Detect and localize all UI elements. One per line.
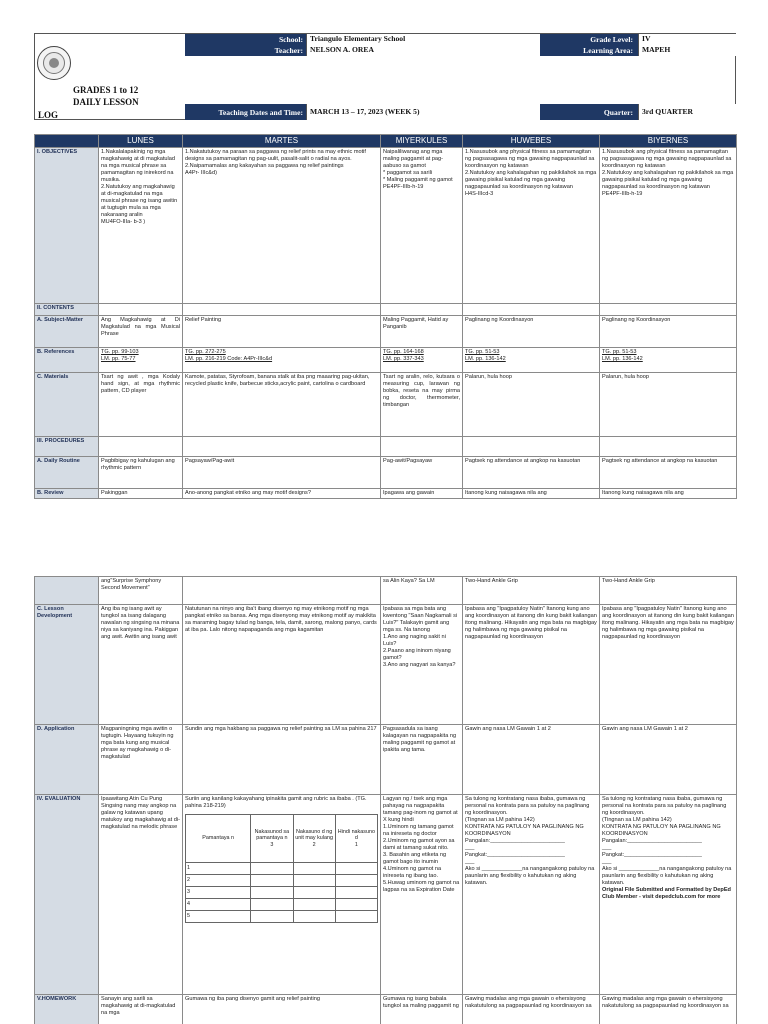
row-label-procedures: III. PROCEDURES — [35, 437, 99, 457]
cell-development-lunes: Ang iba ng isang awit ay tungkol sa isang dalagang nawalan ng singsing na minana niya sa kaniyang ina. Pakiggan ang awit. Awitin ang isang awit — [99, 605, 183, 725]
cell-materials-biyernes: Palarun, hula hoop — [600, 373, 737, 437]
area-value: MAPEH — [638, 45, 736, 56]
document-title: GRADES 1 to 12 DAILY LESSON — [73, 85, 139, 107]
cell-development-martes: Natutunan na ninyo ang iba't ibang disenyo ng may etnikong motif ng mga pangkat etniko sa bansa. Ang mga disenyong may etnikong motif ay makikita sa maraming bagay tulad ng banga, tela, damit, sarong, malong panyo, cards at iba pa. Lalo nitong napapaganda ang mga kagamitan — [183, 605, 381, 725]
daily-routine-row — [35, 457, 737, 489]
cell-references-lunes: TG. pp. 99-103 LM. pp. 75-77 — [99, 348, 183, 373]
rubric-header-3: Nakasunod sa pamantaya n 3 — [251, 815, 293, 863]
cell-review2-miyerkules: sa Alin Kaya? Sa LM — [381, 577, 463, 605]
cell-subject-martes: Relief Painting — [183, 316, 381, 348]
review-row — [35, 489, 737, 499]
procedures-row — [35, 437, 737, 457]
cell-routine-biyernes: Pagtsek ng attendance at angkop na kasuotan — [600, 457, 737, 489]
evaluation-martes-text: Suriin ang kanilang kakayahang ipinakita gamit ang rubric sa ibaba . (TG. pahina 218-219) — [185, 796, 367, 809]
row-label-materials: C. Materials — [35, 373, 99, 437]
contents-row — [35, 304, 737, 316]
cell-homework-lunes: Sanayin ang sarili sa magkahawig at di-magkatulad na mga — [99, 995, 183, 1024]
cell-references-huwebes: TG. pp. 51-53 LM. pp. 136-142 — [463, 348, 600, 373]
rubric-score-cell[interactable] — [293, 863, 335, 875]
rubric-score-cell[interactable] — [335, 899, 377, 911]
row-label-lesson-development: C. Lesson Development — [35, 605, 99, 725]
cell-objectives-biyernes: 1.Nasusubok ang physical fitness sa pamamagitan ng pagsasagawa ng mga gawaing nagpapaunlad sa koordinasyon ng katawan 2.Natutukoy ang kahalagahan ng pakikilahok sa mga gawaing pisikal katulad ng mga gawaing nagpapaunlad sa koordinasyon ng katawan PE4PF-IIIb-h-19 — [600, 148, 737, 304]
cell-review-martes: Ano-anong pangkat etniko ang may motif designs? — [183, 489, 381, 499]
cell-application-biyernes: Gawin ang nasa LM Gawain 1 at 2 — [600, 725, 737, 795]
row-label-review-continued — [35, 577, 99, 605]
rubric-row — [186, 911, 378, 923]
rubric-score-cell[interactable] — [335, 875, 377, 887]
cell-evaluation-miyerkules: Lagyan ng / tsek ang mga pahayag na nagpapakita tamang pag-inom ng gamot at X kung hindi 1.Uminom ng tamang gamot na inireseta ng doctor 2.Uminom ng gamot ayon sa dami at tamang sukat nito. 3. Basahin ang etiketa ng gamot bago ito inumin 4.Uminom ng gamot na inireseta ng ibang tao. 5.Huwag uminom ng gamot na lagpas na sa Expiration Date — [381, 795, 463, 995]
rubric-header-criteria: Pamantaya n — [186, 815, 251, 863]
rubric-row-number: 1 — [186, 863, 251, 875]
school-label: School: — [278, 35, 303, 44]
cell-subject-miyerkules: Maling Paggamit, Hatid ay Panganib — [381, 316, 463, 348]
cell-objectives-lunes: 1.Nakalalapakinig ng mga magkahawig at di magkatulad na mga musical phrase sa pamamagitan ng inirekord na musika. 2.Natutukoy ang magkahawig at di-magkatulad na mga musical phrase ng isang awitin at tugtugin mula sa mga nakaraang aralin MU4FO-IIIa- b-3 ) — [99, 148, 183, 304]
school-value: Triangulo Elementary School — [306, 34, 540, 45]
cell-review2-martes — [183, 577, 381, 605]
row-label-review: B. Review — [35, 489, 99, 499]
review-continued-row — [35, 577, 737, 605]
row-label-references: B. References — [35, 348, 99, 373]
cell-review-lunes: Pakinggan — [99, 489, 183, 499]
row-label-subject-matter: A. Subject-Matter — [35, 316, 99, 348]
day-header-martes: MARTES — [183, 135, 381, 148]
rubric-score-cell[interactable] — [293, 875, 335, 887]
day-header-lunes: LUNES — [99, 135, 183, 148]
rubric-score-cell[interactable] — [335, 887, 377, 899]
cell-application-miyerkules: Pagsasadula sa isang kalagayan na nagpapakita ng maling paggamit ng gamot at ipakita ang tama. — [381, 725, 463, 795]
cell-subject-huwebes: Paglinang ng Koordinasyon — [463, 316, 600, 348]
area-label: Learning Area: — [583, 46, 633, 55]
rubric-score-cell[interactable] — [335, 863, 377, 875]
dates-label: Teaching Dates and Time: — [218, 108, 303, 117]
row-label-daily-routine: A. Daily Routine — [35, 457, 99, 489]
cell-objectives-huwebes: 1.Nasusubok ang physical fitness sa pamamagitan ng pagsasagawa ng mga gawaing nagpapaunlad sa koordinasyon ng katawan 2.Natutukoy ang kahalagahan ng pakikilahok sa mga gawaing pisikal katulad ng mga gawaing nagpapaunlad sa koordinasyon ng katawan H4S-IIIcd-3 — [463, 148, 600, 304]
cell-subject-biyernes: Paglinang ng Koordinasyon — [600, 316, 737, 348]
cell-homework-martes: Gumawa ng iba pang disenyo gamit ang relief painting — [183, 995, 381, 1024]
cell-references-miyerkules: TG. pp. 164-168 LM. pp. 337-343 — [381, 348, 463, 373]
cell-development-biyernes: Ipabasa ang "Ipagpatuloy Natin" Itanong kung ano ang koordinasyon at itanong din kung bakit kailangan itong malinang. Hikayatin ang mga bata na magbigay ng halimbawa ng mga gawaing pisikal na nagpapaunlad ng koordinasyon — [600, 605, 737, 725]
rubric-row-number: 3 — [186, 887, 251, 899]
cell-materials-miyerkules: Tsart ng aralin, relo, kutsara o measuring cup, larawan ng bobka, reseta na may pirma ng doctor, thermometer, timbangan — [381, 373, 463, 437]
rubric-row — [186, 899, 378, 911]
cell-objectives-miyerkules: Naipaliliwanag ang mga maling paggamit at pag-aabuso sa gamot * paggamot sa sarili * Maling paggamit ng gamot PE4PF-IIIb-h-19 — [381, 148, 463, 304]
teacher-value: NELSON A. OREA — [306, 45, 540, 56]
rubric-score-cell[interactable] — [335, 911, 377, 923]
cell-review-huwebes: Itanong kung naisagawa nila ang — [463, 489, 600, 499]
references-row — [35, 348, 737, 373]
materials-row — [35, 373, 737, 437]
dates-value: MARCH 13 – 17, 2023 (WEEK 5) — [306, 104, 540, 120]
quarter-label: Quarter: — [603, 108, 633, 117]
row-label-homework: V.HOMEWORK — [35, 995, 99, 1024]
day-header-blank — [35, 135, 99, 148]
cell-materials-huwebes: Palarun, hula hoop — [463, 373, 600, 437]
cell-homework-miyerkules: Gumawa ng isang babala tungkol sa maling paggamit ng — [381, 995, 463, 1024]
cell-review-miyerkules: Ipagawa ang gawain — [381, 489, 463, 499]
document-title-log: LOG — [38, 110, 59, 120]
rubric-header-2: Nakasuno d ng unit may kulang 2 — [293, 815, 335, 863]
cell-subject-lunes: Ang Magkahawig at Di Magkatulad na mga Musical Phrase — [99, 316, 183, 348]
cell-review-biyernes: Itanong kung naisagawa nila ang — [600, 489, 737, 499]
row-label-contents: II. CONTENTS — [35, 304, 99, 316]
cell-homework-biyernes: Gawing madalas ang mga gawain o ehersisyong nakatutulong sa pagpapaunlad ng koordinasyon sa — [600, 995, 737, 1024]
day-header-huwebes: HUWEBES — [463, 135, 600, 148]
grade-label: Grade Level: — [590, 35, 633, 44]
rubric-score-cell[interactable] — [251, 887, 293, 899]
cell-review2-biyernes: Two-Hand Ankle Grip — [600, 577, 737, 605]
subject-matter-row — [35, 316, 737, 348]
rubric-row-number: 5 — [186, 911, 251, 923]
teacher-label: Teacher: — [274, 46, 303, 55]
cell-review2-huwebes: Two-Hand Ankle Grip — [463, 577, 600, 605]
rubric-header-row — [186, 815, 378, 863]
rubric-score-cell[interactable] — [251, 863, 293, 875]
cell-development-huwebes: Ipabasa ang "Ipagpatuloy Natin" Itanong kung ano ang koordinasyon at itanong din kung bakit kailangan itong malinang. Hikayatin ang mga bata na magbigay ng halimbawa ng mga gawaing pisikal na nagpapaunlad ng koordinasyon — [463, 605, 600, 725]
lesson-development-row — [35, 605, 737, 725]
rubric-row — [186, 875, 378, 887]
day-header-biyernes: BIYERNES — [600, 135, 737, 148]
cell-references-martes: TG. pp. 272-275 LM. pp. 216-219 Code: A4Pr-IIIc&d — [183, 348, 381, 373]
day-header-miyerkules: MIYERKULES — [381, 135, 463, 148]
rubric-score-cell[interactable] — [251, 875, 293, 887]
rubric-table — [185, 814, 378, 923]
cell-application-lunes: Magpaningning mga awitin o tugtugin. Hayaang tukuyin ng mga bata kung ang musical phrase ay magkahawig o di-magkatulad — [99, 725, 183, 795]
cell-materials-lunes: Tsart ng awit , mga Kodaly hand sign, at mga rhythmic pattern, CD player — [99, 373, 183, 437]
cell-application-martes: Sundin ang mga hakbang sa paggawa ng relief painting sa LM sa pahina 217 — [183, 725, 381, 795]
lesson-plan-table-part1 — [34, 134, 737, 499]
day-header-row — [35, 135, 737, 148]
cell-evaluation-huwebes: Sa tulong ng kontratang nasa ibaba, gumawa ng personal na kontrata para sa patuloy na paglinang ng koordinasyon. (Tingnan sa LM pahina 142) KONTRATA NG PATULOY NA PAGLINANG NG KOORDINASYON Pangalan:________________________ ___ Pangkat:_________________________ ___ Ako si _____________na nangangakong patuloy na paunlarin ang flexibility o kahutukan ng aking katawan. — [463, 795, 600, 995]
cell-evaluation-martes — [183, 795, 381, 995]
row-label-objectives: I. OBJECTIVES — [35, 148, 99, 304]
application-row — [35, 725, 737, 795]
cell-evaluation-lunes: Ipaawitang Atin Cu Pung Singsing nang may angkop na galaw ng katawan upang matukoy ang magkahawig at di-magkatulad na melodic phrase — [99, 795, 183, 995]
rubric-score-cell[interactable] — [293, 911, 335, 923]
cell-routine-huwebes: Pagtsek ng attendance at angkop na kasuotan — [463, 457, 600, 489]
homework-row — [35, 995, 737, 1024]
row-label-evaluation: IV. EVALUATION — [35, 795, 99, 995]
cell-references-biyernes: TG. pp. 51-53 LM. pp. 136-142 — [600, 348, 737, 373]
rubric-score-cell[interactable] — [251, 911, 293, 923]
rubric-score-cell[interactable] — [293, 887, 335, 899]
rubric-header-1: Hindi nakasuno d 1 — [335, 815, 377, 863]
dll-header — [34, 33, 736, 120]
evaluation-row — [35, 795, 737, 995]
rubric-score-cell[interactable] — [251, 899, 293, 911]
cell-materials-martes: Kamote, patatas, Styrofoam, banana stalk at iba png maaaring pag-ukitan, recycled plastic knife, barbecue sticks,acrylic paint, cartolina o cardboard — [183, 373, 381, 437]
cell-development-miyerkules: Ipabasa sa mga bata ang kwentong "Saan Nagkamali si Luis?" Talakayin gamit ang mga ss. Na tanong 1.Ano ang naging sakit ni Luis? 2.Paano ang ininom niyang gamot? 3.Ano ang nagyari sa kanya? — [381, 605, 463, 725]
rubric-row — [186, 863, 378, 875]
evaluation-biyernes-text: Sa tulong ng kontratang nasa ibaba, gumawa ng personal na kontrata para sa patuloy na paglinang ng koordinasyon. (Tingnan sa LM pahina 142) KONTRATA NG PATULOY NA PAGLINANG NG KOORDINASYON Pangalan:________________________ ___ Pangkat:_________________________ ___ Ako si _____________na nangangakong patuloy na paunlarin ang flexibility o kahutukan ng aking katawan. — [602, 796, 732, 886]
cell-routine-miyerkules: Pag-awit/Pagsayaw — [381, 457, 463, 489]
cell-evaluation-biyernes — [600, 795, 737, 995]
rubric-row-number: 4 — [186, 899, 251, 911]
credit-note: Original File Submitted and Formatted by DepEd Club Member - visit depedclub.com for more — [602, 887, 731, 900]
cell-routine-martes: Pagsayaw/Pag-awit — [183, 457, 381, 489]
cell-review2-lunes: ang"Surprise Symphony Second Movement" — [99, 577, 183, 605]
cell-homework-huwebes: Gawing madalas ang mga gawain o ehersisyong nakatutulong sa pagpapaunlad ng koordinasyon sa — [463, 995, 600, 1024]
cell-application-huwebes: Gawin ang nasa LM Gawain 1 at 2 — [463, 725, 600, 795]
cell-routine-lunes: Pagbibigay ng kahulugan ang rhythmic pattern — [99, 457, 183, 489]
rubric-row — [186, 887, 378, 899]
row-label-application: D. Application — [35, 725, 99, 795]
lesson-plan-table-part2 — [34, 576, 737, 1024]
rubric-score-cell[interactable] — [293, 899, 335, 911]
cell-objectives-martes: 1.Nakatutukoy na paraan sa paggawa ng relief prints na may ethnic motif designs sa pamamagitan ng pag-uulit, pasalit-salit o radial na ayos. 2.Naipamamalas ang kakayahan sa paggawa ng relief paintings A4Pr- IIIc&d) — [183, 148, 381, 304]
quarter-value: 3rd QUARTER — [638, 104, 736, 120]
objectives-row — [35, 148, 737, 304]
deped-seal-icon — [37, 46, 71, 80]
rubric-row-number: 2 — [186, 875, 251, 887]
grade-value: IV — [638, 34, 736, 45]
